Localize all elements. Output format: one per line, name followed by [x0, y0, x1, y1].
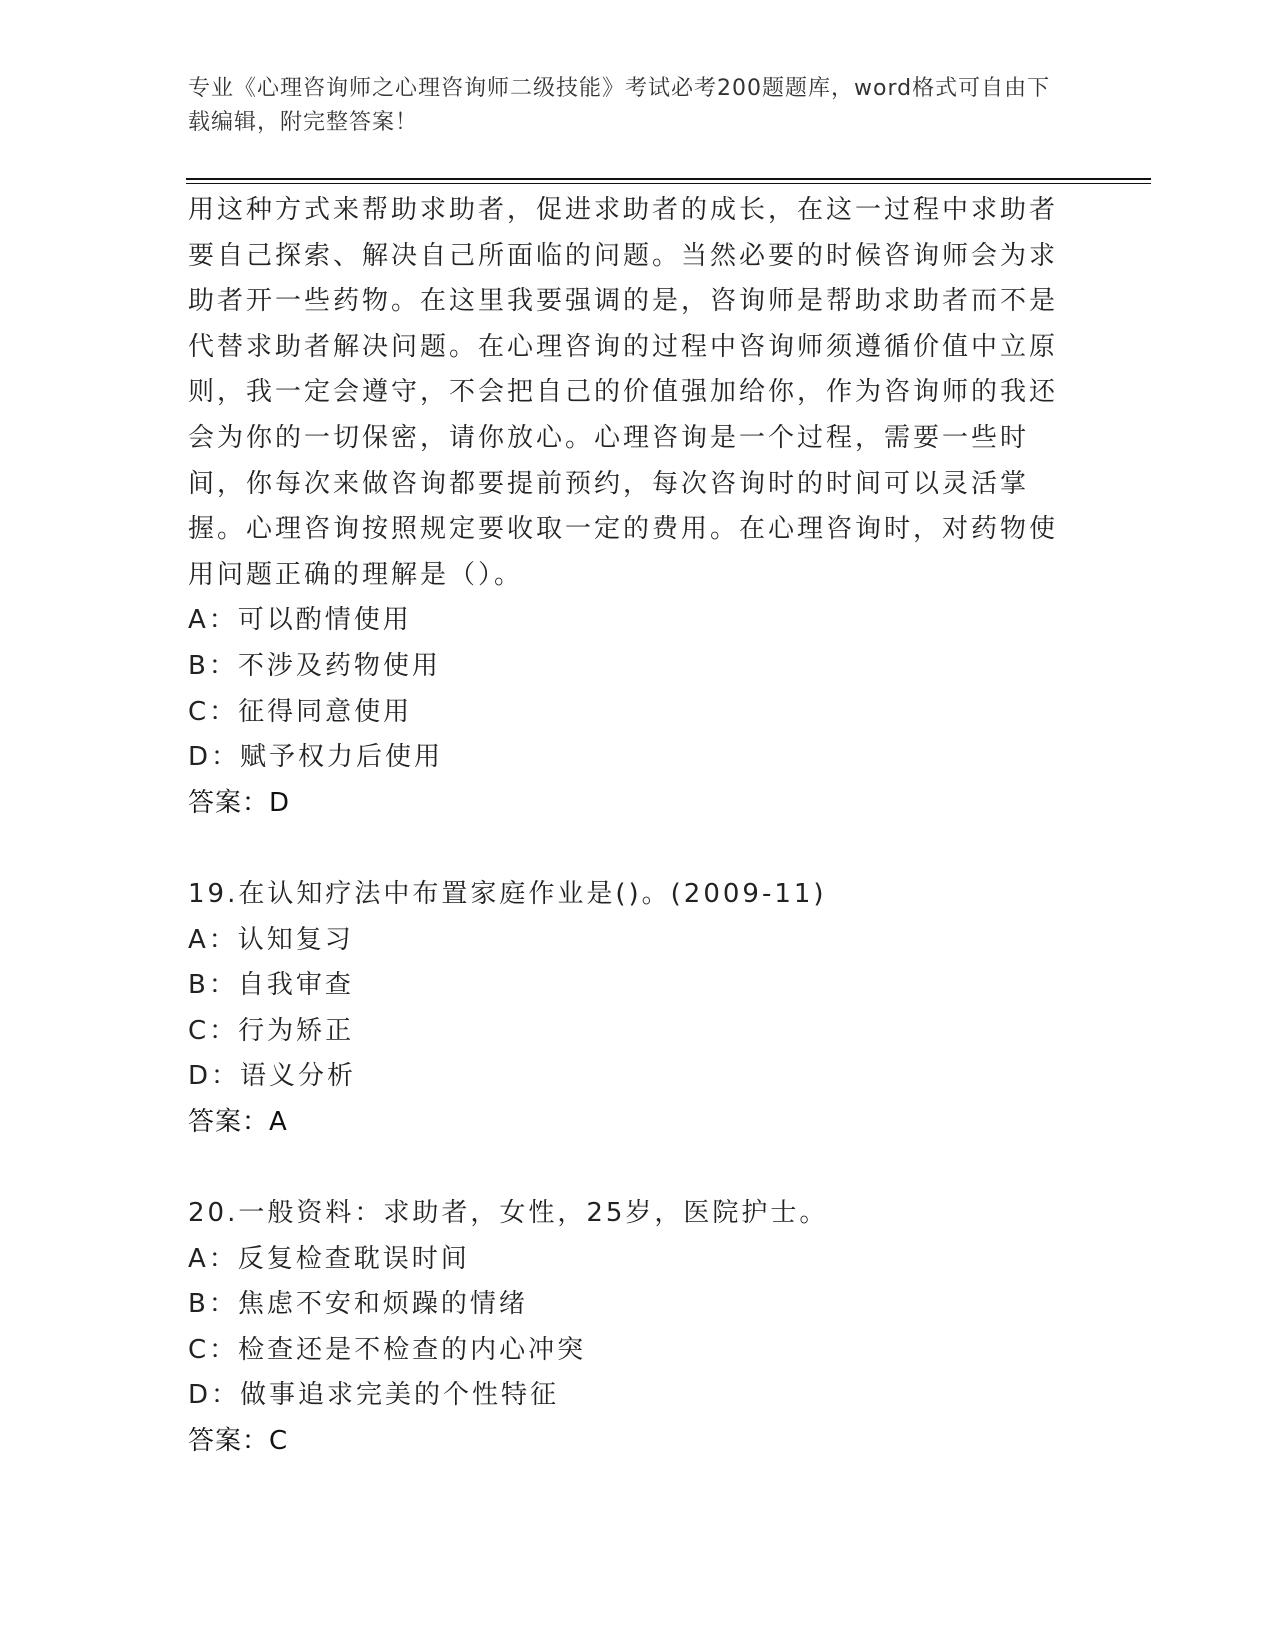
question-title: 20.一般资料：求助者，女性，25岁，医院护士。 [188, 1198, 829, 1229]
header-divider [186, 178, 1151, 180]
option-a: A：可以酌情使用 [188, 605, 412, 636]
question-title: 19.在认知疗法中布置家庭作业是()。(2009-11) [188, 878, 827, 909]
option-b: B：不涉及药物使用 [188, 650, 441, 681]
question-19 [188, 872, 1068, 1146]
option-b: B：自我审查 [188, 970, 354, 1001]
document-header: 专业《心理咨询师之心理咨询师二级技能》考试必考200题题库，word格式可自由下载编辑，附完整答案！ [188, 76, 1051, 135]
spacer [188, 1145, 1068, 1191]
spacer [188, 826, 1068, 872]
answer-label: 答案：D [188, 787, 291, 818]
option-c: C：征得同意使用 [188, 696, 413, 727]
option-c: C：行为矫正 [188, 1015, 355, 1046]
option-b: B：焦虑不安和烦躁的情绪 [188, 1289, 528, 1320]
document-body [188, 188, 1068, 1465]
option-a: A：认知复习 [188, 924, 354, 955]
option-d: D：做事追求完美的个性特征 [188, 1380, 560, 1411]
option-d: D：语义分析 [188, 1061, 357, 1092]
option-d: D：赋予权力后使用 [188, 742, 444, 773]
option-c: C：检查还是不检查的内心冲突 [188, 1334, 587, 1365]
option-a: A：反复检查耽误时间 [188, 1243, 470, 1274]
question-20 [188, 1191, 1068, 1465]
answer-label: 答案：A [188, 1106, 288, 1137]
question-18 [188, 188, 1068, 826]
question-stem: 用这种方式来帮助求助者，促进求助者的成长，在这一过程中求助者要自己探索、解决自己所面临的问题。当然必要的时候咨询师会为求助者开一些药物。在这里我要强调的是，咨询师是帮助求助者而不是代替求助者解决问题。在心理咨询的过程中咨询师须遵循价值中立原则，我一定会遵守，不会把自己的价值强加给你，作为咨询师的我还会为你的一切保密，请你放心。心理咨询是一个过程，需要一些时间，你每次来做咨询都要提前预约，每次咨询时的时间可以灵活掌握。心理咨询按照规定要收取一定的费用。在心理咨询时，对药物使用问题正确的理解是（）。 [188, 195, 1059, 590]
header-divider-thin [186, 183, 1151, 184]
answer-label: 答案：C [188, 1426, 289, 1457]
